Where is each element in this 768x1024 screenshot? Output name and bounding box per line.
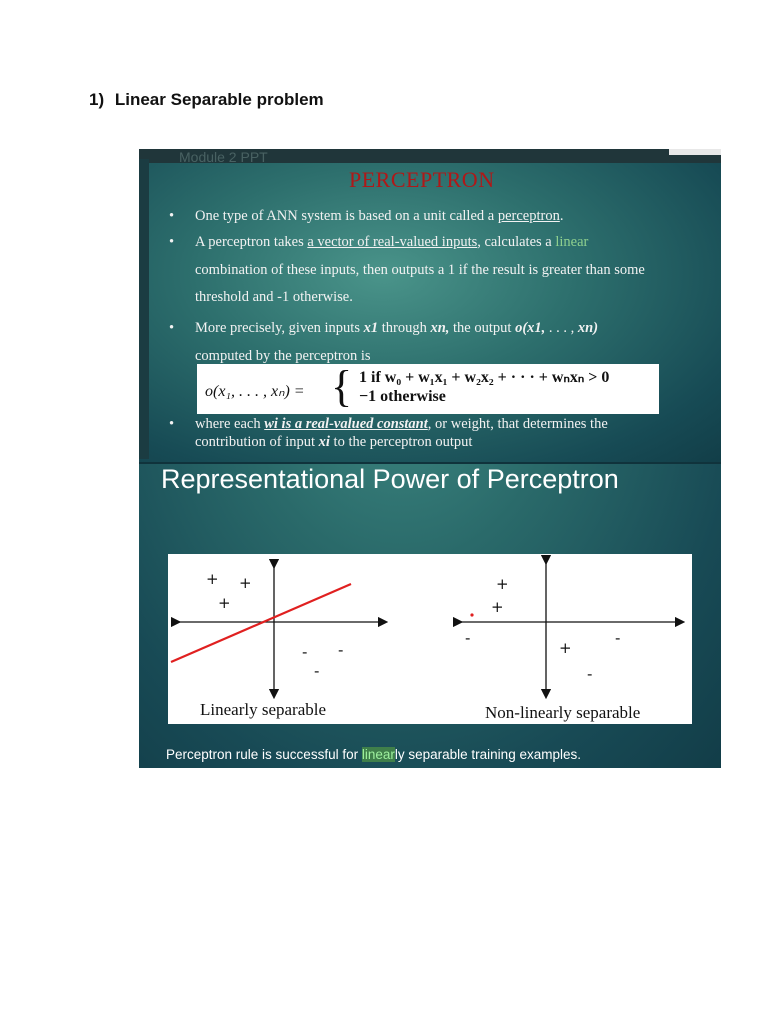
slide-topbar: [139, 149, 721, 163]
formula-case-1: 1 if w₀ + w₁x₁ + w₂x₂ + · · · + wₙxₙ > 0: [359, 369, 610, 386]
ghost-header: Module 2 PPT: [179, 149, 268, 165]
slide-footer: Perceptron rule is successful for linearly separable training examples.: [166, 747, 581, 762]
formula-brace: {: [331, 362, 353, 411]
plus-point: +: [491, 598, 504, 616]
topbar-strip: [669, 149, 721, 155]
right-caption: Non-linearly separable: [485, 703, 641, 722]
right-axes: [458, 560, 680, 694]
formula-lhs: o(x₁, . . . , xₙ) =: [205, 383, 305, 400]
perceptron-title: PERCEPTRON: [349, 167, 495, 192]
formula-case-2: −1 otherwise: [359, 388, 446, 405]
plus-point: +: [559, 639, 572, 657]
representational-power-title: Representational Power of Perceptron: [161, 464, 619, 494]
section-number: 1): [89, 90, 105, 109]
minus-point: -: [338, 641, 344, 659]
minus-point: -: [314, 662, 320, 680]
slide-image: Module 2 PPT PERCEPTRON • One type of ANN system is based on a unit called a perceptron. • A perceptron takes a vector of real-valued inputs, calculates a linear combination of these inputs, then outputs a 1 if the result is greater than some threshold and -1 otherwise. • More precisely, given inputs x1 through xn, the output o(x1, . . . , xn) computed by the perceptron is • where each wi is a real-valued constant, or weight, that determines the contribution of input xi to the perceptron output o(x₁, . . . , xₙ) = { 1 if w₀ + w₁x₁ + w₂x₂ + · · · + wₙxₙ > 0 −1 otherwise Representational Power of Perceptron + + + - - - + + - + - - Linearly separable Non-linearly separable Perceptron rule is successful for linearly separable training examples.: [139, 149, 721, 768]
separability-diagram: [168, 554, 692, 724]
minus-point: -: [587, 665, 593, 683]
plus-point: +: [239, 574, 252, 592]
plus-point: +: [218, 594, 231, 612]
section-title: Linear Separable problem: [114, 90, 324, 109]
left-caption: Linearly separable: [200, 700, 327, 719]
separating-line: [171, 584, 351, 662]
minus-point: -: [615, 629, 621, 647]
plus-point: +: [206, 570, 219, 588]
plus-point: +: [496, 575, 509, 593]
section-heading: [89, 90, 324, 110]
left-axes: [171, 564, 383, 694]
minus-point: -: [465, 629, 471, 647]
minus-point: -: [302, 643, 308, 661]
perceptron-formula: [197, 364, 659, 414]
separability-svg: [168, 554, 692, 724]
slide-edge: [139, 159, 149, 459]
